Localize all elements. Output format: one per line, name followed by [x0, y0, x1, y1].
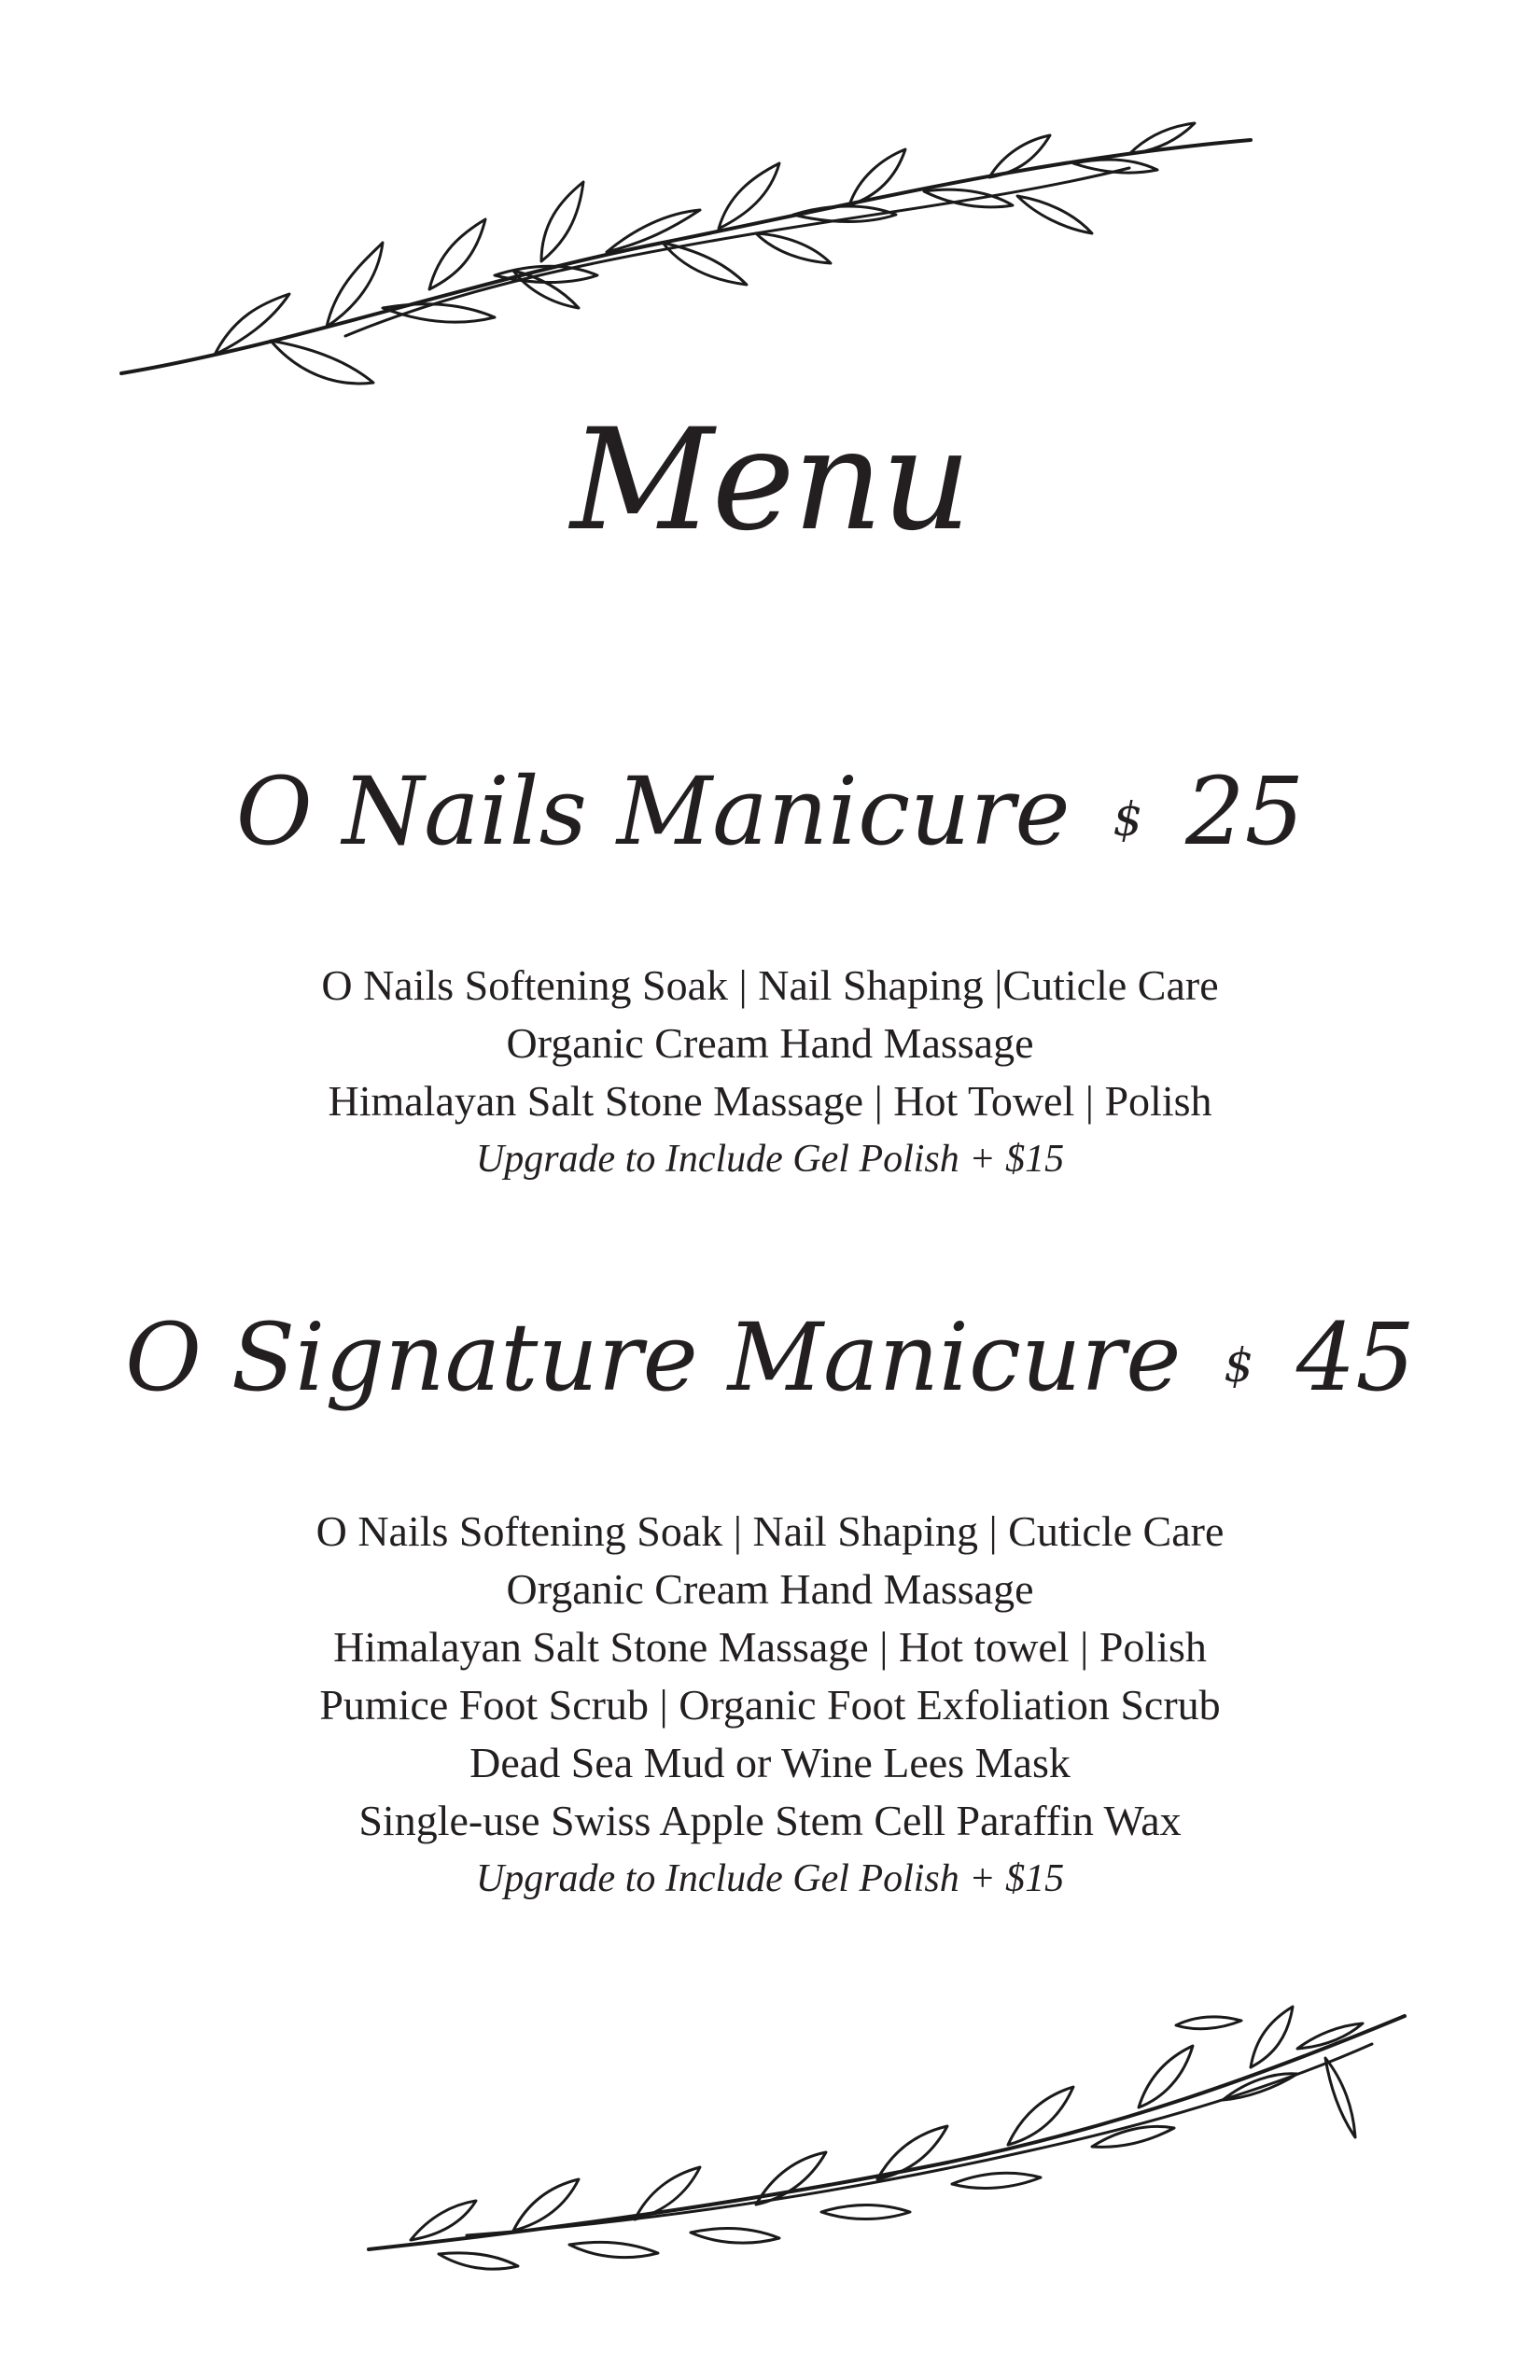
service-details-signature-manicure	[0, 1503, 1540, 1908]
leaf	[513, 2179, 579, 2231]
leaf	[1251, 2007, 1293, 2067]
service-price: 45	[1295, 1303, 1416, 1412]
leaf	[439, 2253, 518, 2269]
detail-line: Organic Cream Hand Massage	[506, 1565, 1034, 1613]
leaf	[383, 304, 495, 323]
sprig-branch	[467, 2044, 1372, 2235]
leaf	[541, 182, 583, 261]
leaf	[952, 2173, 1041, 2188]
leaf	[1176, 2017, 1241, 2029]
leaf	[271, 341, 373, 384]
menu-title: Menu	[570, 399, 970, 562]
service-price: 25	[1184, 757, 1305, 866]
upgrade-note: Upgrade to Include Gel Polish + $15	[475, 1857, 1065, 1900]
detail-line: Organic Cream Hand Massage	[506, 1019, 1034, 1067]
leaf	[569, 2242, 658, 2257]
service-name: O Nails Manicure	[235, 757, 1071, 866]
bottom-sprig-illustration	[355, 1988, 1419, 2287]
price-separator: $	[1113, 791, 1143, 847]
leaf	[821, 2205, 910, 2219]
detail-line: Single-use Swiss Apple Stem Cell Paraffin Wax	[358, 1797, 1182, 1844]
leaf	[1017, 196, 1092, 233]
leaf	[1092, 2126, 1174, 2147]
leaf	[756, 233, 831, 263]
price-separator: $	[1224, 1337, 1253, 1393]
service-name: O Signature Manicure	[124, 1303, 1182, 1412]
section-title-nails-manicure	[0, 757, 1540, 866]
detail-line: Himalayan Salt Stone Massage | Hot Towel | Polish	[328, 1077, 1212, 1125]
leaf	[663, 243, 747, 285]
detail-line: Himalayan Salt Stone Massage | Hot towel | Polish	[333, 1623, 1207, 1671]
service-details-nails-manicure	[0, 957, 1540, 1188]
sprig-stem	[121, 140, 1251, 373]
top-sprig-illustration	[103, 103, 1269, 439]
leaf	[429, 219, 485, 289]
upgrade-note: Upgrade to Include Gel Polish + $15	[475, 1138, 1065, 1181]
detail-line: Dead Sea Mud or Wine Lees Mask	[469, 1739, 1071, 1786]
leaf	[1325, 2058, 1355, 2137]
leaf	[691, 2229, 779, 2243]
section-title-signature-manicure	[0, 1303, 1540, 1412]
detail-line: Pumice Foot Scrub | Organic Foot Exfoliation Scrub	[319, 1681, 1221, 1729]
detail-line: O Nails Softening Soak | Nail Shaping | Cuticle Care	[315, 1507, 1225, 1555]
detail-line: O Nails Softening Soak | Nail Shaping |Cuticle Care	[321, 961, 1219, 1009]
